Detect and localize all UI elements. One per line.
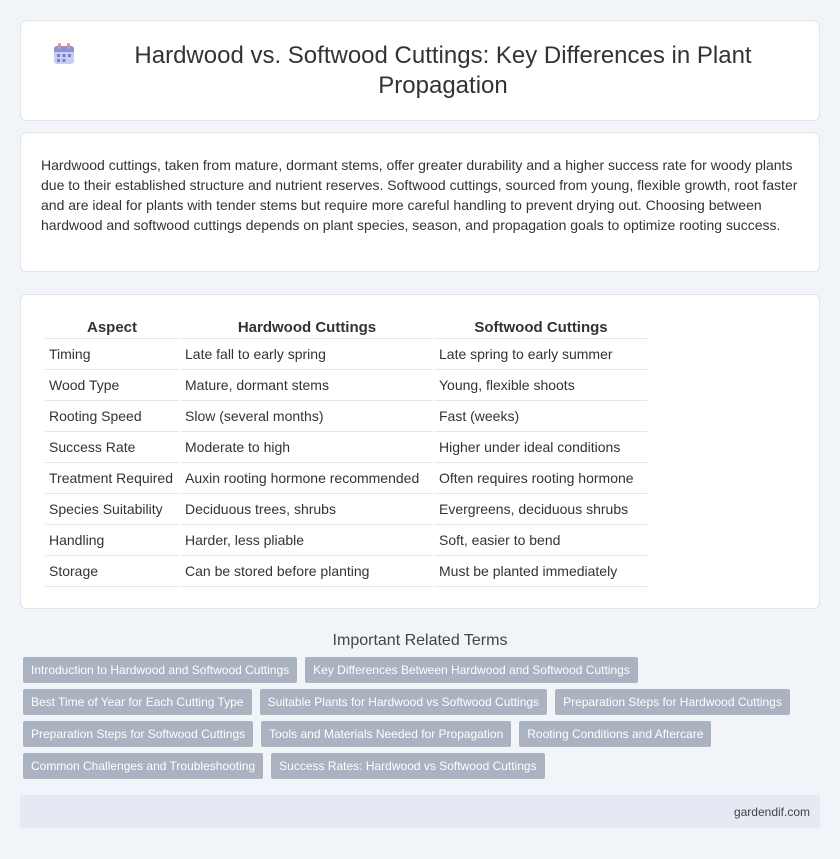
table-row (45, 463, 647, 494)
table-cell: Success Rate (45, 432, 179, 463)
tag-row (20, 657, 820, 689)
table-cell: Often requires rooting hormone (435, 463, 647, 494)
calendar-icon (51, 41, 77, 67)
table-cell: Late spring to early summer (435, 339, 647, 370)
table-row (45, 556, 647, 587)
related-terms-heading: Important Related Terms (332, 632, 508, 649)
table-cell: Auxin rooting hormone recommended (181, 463, 433, 494)
table-row (45, 401, 647, 432)
table-header-row (45, 317, 647, 339)
intro-card (20, 132, 820, 272)
table-cell: Moderate to high (181, 432, 433, 463)
table-cell: Harder, less pliable (181, 525, 433, 556)
header-aspect: Aspect (45, 317, 179, 339)
table-cell: Slow (several months) (181, 401, 433, 432)
footer-site[interactable]: gardendif.com (733, 804, 810, 819)
table-cell: Evergreens, deciduous shrubs (435, 494, 647, 525)
header-hardwood: Hardwood Cuttings (181, 317, 433, 339)
title-wrap (51, 41, 789, 101)
tag-row (20, 753, 820, 785)
table-cell: Storage (45, 556, 179, 587)
tag-link[interactable]: Common Challenges and Troubleshooting (23, 753, 263, 779)
tag-link[interactable]: Best Time of Year for Each Cutting Type (23, 689, 252, 715)
comparison-card (20, 294, 820, 609)
table-cell: Soft, easier to bend (435, 525, 647, 556)
table-cell: Higher under ideal conditions (435, 432, 647, 463)
table-row (45, 339, 647, 370)
header-softwood: Softwood Cuttings (435, 317, 647, 339)
title-card (20, 20, 820, 121)
table-cell: Young, flexible shoots (435, 370, 647, 401)
table-cell: Species Suitability (45, 494, 179, 525)
footer (20, 795, 820, 828)
tag-row (20, 689, 820, 721)
table-cell: Late fall to early spring (181, 339, 433, 370)
tag-link[interactable]: Key Differences Between Hardwood and Softwood Cuttings (305, 657, 638, 683)
table-cell: Must be planted immediately (435, 556, 647, 587)
tag-link[interactable]: Rooting Conditions and Aftercare (519, 721, 711, 747)
page-title: Hardwood vs. Softwood Cuttings: Key Differences in Plant Propagation (134, 41, 752, 99)
table-cell: Deciduous trees, shrubs (181, 494, 433, 525)
table-row (45, 432, 647, 463)
table-cell: Timing (45, 339, 179, 370)
tag-link[interactable]: Preparation Steps for Hardwood Cuttings (555, 689, 790, 715)
table-cell: Mature, dormant stems (181, 370, 433, 401)
table-row (45, 525, 647, 556)
table-cell: Can be stored before planting (181, 556, 433, 587)
comparison-table (43, 317, 649, 587)
table-row (45, 494, 647, 525)
tag-link[interactable]: Success Rates: Hardwood vs Softwood Cuttings (271, 753, 544, 779)
tag-link[interactable]: Suitable Plants for Hardwood vs Softwood Cuttings (260, 689, 547, 715)
table-cell: Fast (weeks) (435, 401, 647, 432)
tag-link[interactable]: Tools and Materials Needed for Propagation (261, 721, 511, 747)
table-cell: Wood Type (45, 370, 179, 401)
tag-link[interactable]: Preparation Steps for Softwood Cuttings (23, 721, 253, 747)
table-cell: Treatment Required (45, 463, 179, 494)
intro-text: Hardwood cuttings, taken from mature, dormant stems, offer greater durability and a higher success rate for woody plants due to their established structure and nutrient reserves. Softwood cuttings, sourced from young, flexible growth, root faster and are ideal for plants with tender stems but require more careful handling to prevent drying out. Choosing between hardwood and softwood cuttings depends on plant species, season, and propagation goals to optimize rooting success. (41, 157, 798, 233)
tag-row (20, 721, 820, 753)
table-row (45, 370, 647, 401)
tag-link[interactable]: Introduction to Hardwood and Softwood Cuttings (23, 657, 297, 683)
related-terms (20, 631, 820, 785)
table-cell: Handling (45, 525, 179, 556)
table-cell: Rooting Speed (45, 401, 179, 432)
